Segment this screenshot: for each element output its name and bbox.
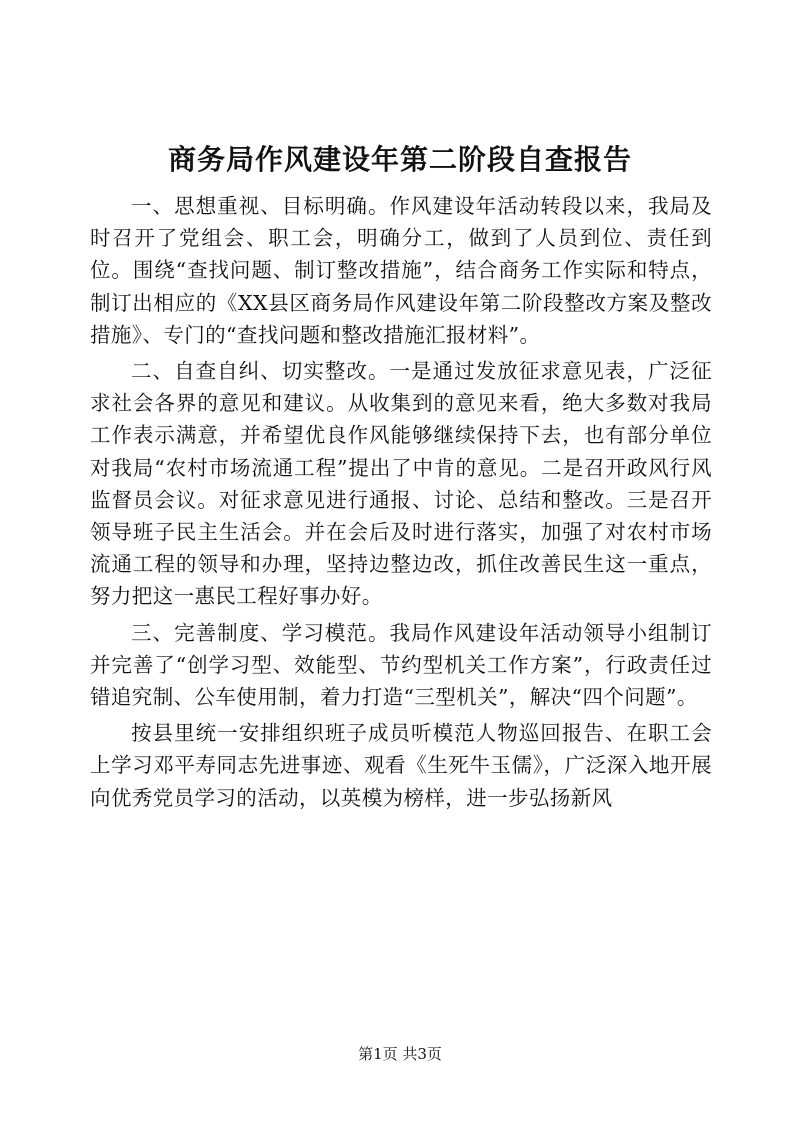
document-body xyxy=(90,190,712,818)
document-title: 商务局作风建设年第二阶段自查报告 xyxy=(167,143,632,176)
paragraph-4: 按县里统一安排组织班子成员听模范人物巡回报告、在职工会上学习邓平寿同志先进事迹、观看《生死牛玉儒》，广泛深入地开展向优秀党员学习的活动，以英模为榜样，进一步弘扬新风 xyxy=(90,721,712,810)
paragraph-1: 一、思想重视、目标明确。作风建设年活动转段以来，我局及时召开了党组会、职工会，明确分工，做到了人员到位、责任到位。围绕“查找问题、制订整改措施”，结合商务工作实际和特点，制订出相应的《XX县区商务局作风建设年第二阶段整改方案及整改措施》、专门的“查找问题和整改措施汇报材料”。 xyxy=(90,194,712,347)
page-number-footer: 第1页 共3页 xyxy=(358,1045,442,1063)
paragraph-3: 三、完善制度、学习模范。我局作风建设年活动领导小组制订并完善了“创学习型、效能型、节约型机关工作方案”，行政责任过错追究制、公车使用制，着力打造“三型机关”，解决“四个问题”。 xyxy=(90,620,712,710)
paragraph-2: 二、自查自纠、切实整改。一是通过发放征求意见表，广泛征求社会各界的意见和建议。从收集到的意见来看，绝大多数对我局工作表示满意，并希望优良作风能够继续保持下去，也有部分单位对我局“农村市场流通工程”提出了中肯的意见。二是召开政风行风监督员会议。对征求意见进行通报、讨论、总结和整改。三是召开领导班子民主生活会。并在会后及时进行落实，加强了对农村市场流通工程的领导和办理，坚持边整边改，抓住改善民生这一重点，努力把这一惠民工程好事办好。 xyxy=(90,359,712,609)
